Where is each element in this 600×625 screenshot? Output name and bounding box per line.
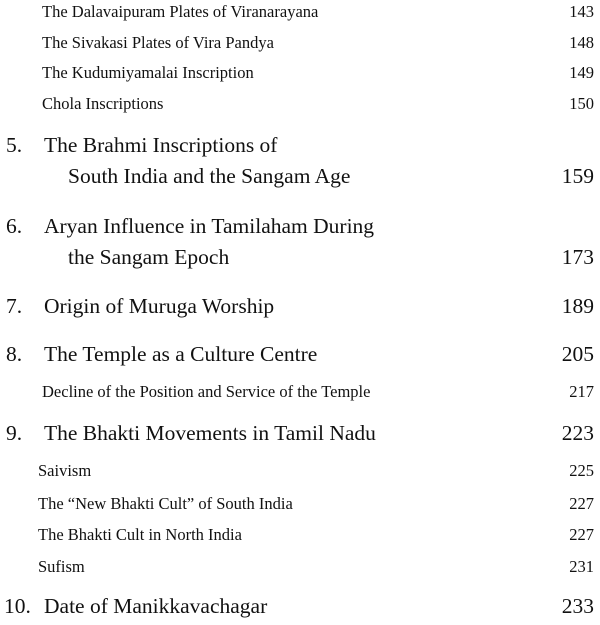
chapter-number: 7. [6,294,23,318]
chapter-title: Date of Manikkavachagar [44,594,268,618]
entry-page-number: 227 [569,494,594,513]
entry-page-number: 189 [561,294,594,318]
entry-title: The Kudumiyamalai Inscription [42,63,254,82]
entry-title: Decline of the Position and Service of the Temple [42,382,371,401]
chapter-title: The Temple as a Culture Centre [44,342,318,366]
chapter-title: The Bhakti Movements in Tamil Nadu [44,421,376,445]
chapter-number: 10. [4,594,31,618]
entry-page-number: 217 [569,382,594,401]
chapter-number: 8. [6,342,23,366]
entry-page-number: 225 [569,461,594,480]
chapter-title-line-1: The Brahmi Inscriptions of [44,133,278,157]
entry-page-number: 150 [569,94,594,113]
chapter-number: 5. [6,133,23,157]
entry-page-number: 148 [569,33,594,52]
entry-title: The Bhakti Cult in North India [38,525,242,544]
entry-page-number: 223 [561,421,594,445]
entry-title: Saivism [38,461,92,480]
entry-page-number: 227 [569,525,594,544]
entry-title: The “New Bhakti Cult” of South India [38,494,293,513]
chapter-title-line-2: South India and the Sangam Age [68,164,351,188]
entry-page-number: 231 [569,557,594,576]
chapter-number: 6. [6,214,23,238]
entry-page-number: 159 [561,164,594,188]
entry-page-number: 233 [561,594,594,618]
entry-page-number: 143 [569,2,594,21]
entry-title: Sufism [38,557,85,576]
entry-title: The Dalavaipuram Plates of Viranarayana [42,2,319,21]
entry-page-number: 149 [569,63,594,82]
chapter-title: Origin of Muruga Worship [44,294,275,318]
chapter-number: 9. [6,421,23,445]
entry-title: Chola Inscriptions [42,94,164,113]
chapter-title-line-1: Aryan Influence in Tamilaham During [44,214,375,238]
entry-page-number: 173 [561,245,594,269]
entry-title: The Sivakasi Plates of Vira Pandya [42,33,274,52]
chapter-title-line-2: the Sangam Epoch [68,245,230,269]
entry-page-number: 205 [561,342,594,366]
